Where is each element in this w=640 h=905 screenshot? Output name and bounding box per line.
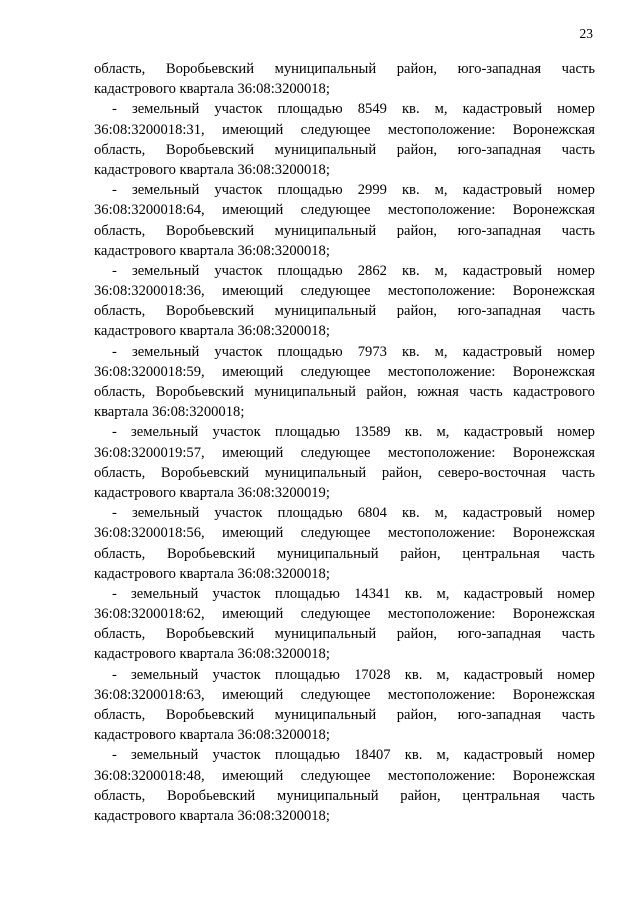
word: - bbox=[112, 262, 117, 279]
text-line bbox=[94, 766, 595, 786]
word: м, bbox=[434, 182, 448, 199]
word: площадью bbox=[274, 747, 340, 764]
word: часть bbox=[561, 464, 595, 481]
word: Воронежская bbox=[512, 363, 595, 380]
word: участок bbox=[212, 666, 261, 683]
word: Воробьевский bbox=[165, 626, 255, 643]
word: земельный bbox=[131, 262, 200, 279]
word: следующее bbox=[300, 363, 371, 380]
text-line bbox=[94, 261, 595, 281]
word: кадастровый bbox=[463, 747, 543, 764]
word: муниципальный bbox=[254, 384, 356, 400]
word: следующее bbox=[300, 767, 371, 784]
word: 36:08:3200018:62, bbox=[94, 606, 205, 623]
word: местоположение: bbox=[387, 767, 496, 784]
word: кв. bbox=[404, 424, 423, 441]
word: имеющий bbox=[221, 202, 284, 219]
word: площадью bbox=[277, 262, 343, 279]
word: муниципальный bbox=[264, 464, 367, 481]
word: Воробьевский bbox=[165, 141, 255, 158]
word: площадью bbox=[277, 101, 343, 118]
text-line bbox=[94, 221, 595, 241]
word: Воронежская bbox=[512, 686, 595, 703]
word: земельный bbox=[131, 343, 200, 360]
word: 36:08:3200019:57, bbox=[94, 444, 205, 461]
text-line bbox=[94, 624, 595, 644]
word: номер bbox=[557, 585, 595, 602]
text-line bbox=[94, 523, 595, 543]
word: часть bbox=[561, 222, 595, 239]
word: часть bbox=[561, 626, 595, 643]
word: - bbox=[112, 505, 117, 522]
text-line bbox=[94, 584, 595, 604]
word: площадью bbox=[277, 343, 343, 360]
word: участок bbox=[212, 585, 261, 602]
word: номер bbox=[557, 101, 595, 118]
word: Воронежская bbox=[512, 767, 595, 784]
word: кв. bbox=[401, 182, 420, 199]
word: район, bbox=[396, 303, 438, 320]
text-line bbox=[94, 443, 595, 463]
word: имеющий bbox=[221, 767, 284, 784]
word: 6804 bbox=[357, 505, 387, 522]
word: Воронежская bbox=[512, 121, 595, 138]
word: юго-западная bbox=[457, 707, 542, 723]
text-line: кадастрового квартала 36:08:3200018; bbox=[94, 161, 330, 178]
word: местоположение: bbox=[387, 686, 496, 703]
paragraph bbox=[94, 342, 595, 423]
paragraph bbox=[94, 503, 595, 584]
word: район, bbox=[396, 141, 438, 158]
text-line: кадастрового квартала 36:08:3200018; bbox=[94, 727, 330, 744]
word: кадастровый bbox=[463, 424, 543, 441]
text-line bbox=[94, 745, 595, 765]
word: муниципальный bbox=[274, 626, 377, 643]
word: м, bbox=[436, 424, 450, 441]
text-line bbox=[94, 786, 595, 806]
text-line: кадастрового квартала 36:08:3200019; bbox=[94, 484, 330, 501]
text-line: кадастрового квартала 36:08:3200018; bbox=[94, 807, 330, 824]
paragraph bbox=[94, 180, 595, 261]
word: район, bbox=[396, 61, 438, 77]
text-line bbox=[94, 665, 595, 685]
word: участок bbox=[214, 505, 263, 522]
word: часть bbox=[561, 545, 595, 562]
word: следующее bbox=[300, 686, 371, 703]
word: кадастровый bbox=[463, 666, 543, 683]
word: номер bbox=[557, 666, 595, 683]
word: муниципальный bbox=[274, 141, 377, 158]
word: часть bbox=[561, 141, 595, 158]
word: центральная bbox=[462, 787, 540, 804]
word: м, bbox=[436, 666, 450, 683]
word: кв. bbox=[404, 585, 423, 602]
word: кв. bbox=[401, 343, 420, 360]
word: м, bbox=[434, 262, 448, 279]
word: следующее bbox=[300, 444, 371, 461]
word: номер bbox=[557, 505, 595, 522]
word: - bbox=[112, 182, 117, 199]
paragraph bbox=[94, 665, 595, 746]
word: участок bbox=[214, 182, 263, 199]
paragraph bbox=[94, 59, 595, 99]
word: северо-восточная bbox=[437, 464, 547, 481]
text-line bbox=[94, 685, 595, 705]
word: область, bbox=[94, 545, 146, 562]
word: местоположение: bbox=[387, 202, 496, 219]
word: кадастрового bbox=[513, 384, 595, 400]
word: Воробьевский bbox=[167, 787, 256, 804]
page-number: 23 bbox=[579, 26, 593, 41]
text-line bbox=[94, 140, 595, 160]
word: район, bbox=[400, 545, 441, 562]
text-line bbox=[94, 503, 595, 523]
word: муниципальный bbox=[274, 707, 377, 723]
word: участок bbox=[214, 343, 263, 360]
word: кадастровый bbox=[462, 101, 543, 118]
word: кв. bbox=[404, 666, 423, 683]
text-line bbox=[94, 422, 595, 442]
word: номер bbox=[557, 747, 595, 764]
word: земельный bbox=[131, 747, 199, 764]
word: номер bbox=[557, 262, 595, 279]
word: следующее bbox=[300, 121, 371, 138]
word: район, bbox=[396, 707, 438, 723]
text-line: кадастрового квартала 36:08:3200018; bbox=[94, 646, 330, 663]
word: 36:08:3200018:59, bbox=[94, 363, 205, 380]
word: муниципальный bbox=[274, 303, 377, 320]
text-line bbox=[94, 281, 595, 301]
word: район, bbox=[396, 626, 438, 643]
word: земельный bbox=[131, 585, 199, 602]
word: муниципальный bbox=[276, 787, 379, 804]
word: Воробьевский bbox=[155, 384, 244, 400]
word: район, bbox=[366, 384, 407, 400]
word: муниципальный bbox=[274, 61, 377, 77]
paragraph bbox=[94, 99, 595, 180]
word: - bbox=[112, 666, 117, 683]
word: м, bbox=[434, 343, 448, 360]
text-line: квартала 36:08:3200018; bbox=[94, 404, 245, 421]
word: номер bbox=[557, 424, 595, 441]
word: - bbox=[112, 747, 117, 764]
word: местоположение: bbox=[387, 606, 496, 623]
word: Воронежская bbox=[512, 525, 595, 542]
word: номер bbox=[557, 182, 595, 199]
word: участок bbox=[214, 101, 263, 118]
word: кв. bbox=[404, 747, 423, 764]
text-line bbox=[94, 604, 595, 624]
word: 7973 bbox=[357, 343, 387, 360]
word: южная bbox=[417, 384, 459, 400]
word: область, bbox=[94, 384, 146, 400]
paragraph bbox=[94, 261, 595, 342]
word: 36:08:3200018:31, bbox=[94, 121, 205, 138]
word: часть bbox=[561, 787, 595, 804]
word: 2999 bbox=[357, 182, 387, 199]
text-line bbox=[94, 200, 595, 220]
word: - bbox=[112, 101, 117, 118]
word: часть bbox=[561, 303, 595, 320]
word: Воробьевский bbox=[165, 61, 255, 77]
word: Воробьевский bbox=[165, 222, 255, 239]
word: область, bbox=[94, 707, 146, 723]
word: 14341 bbox=[354, 585, 391, 602]
word: кв. bbox=[401, 505, 420, 522]
word: м, bbox=[434, 101, 448, 118]
word: Воробьевский bbox=[165, 303, 255, 320]
text-line bbox=[94, 301, 595, 321]
word: следующее bbox=[300, 283, 371, 300]
text-line bbox=[94, 362, 595, 382]
word: имеющий bbox=[221, 686, 284, 703]
text-line bbox=[94, 180, 595, 200]
word: площадью bbox=[274, 666, 340, 683]
word: 17028 bbox=[354, 666, 391, 683]
word: муниципальный bbox=[276, 545, 379, 562]
word: м, bbox=[434, 505, 448, 522]
text-line bbox=[94, 120, 595, 140]
word: область, bbox=[94, 464, 146, 481]
word: местоположение: bbox=[387, 444, 496, 461]
word: 18407 bbox=[354, 747, 391, 764]
word: земельный bbox=[131, 424, 199, 441]
word: 36:08:3200018:36, bbox=[94, 283, 205, 300]
word: область, bbox=[94, 303, 146, 320]
word: 2862 bbox=[357, 262, 387, 279]
text-line bbox=[94, 463, 595, 483]
word: область, bbox=[94, 787, 146, 804]
word: земельный bbox=[131, 666, 199, 683]
word: Воробьевский bbox=[167, 545, 256, 562]
word: Воронежская bbox=[512, 202, 595, 219]
word: следующее bbox=[300, 202, 371, 219]
word: имеющий bbox=[221, 121, 284, 138]
word: 8549 bbox=[357, 101, 387, 118]
word: площадью bbox=[274, 585, 340, 602]
word: юго-западная bbox=[457, 61, 542, 77]
word: имеющий bbox=[221, 283, 284, 300]
word: кв. bbox=[401, 262, 420, 279]
word: муниципальный bbox=[274, 222, 377, 239]
paragraph bbox=[94, 584, 595, 665]
word: область, bbox=[94, 61, 146, 77]
document-body bbox=[94, 59, 595, 826]
word: - bbox=[112, 343, 117, 360]
word: кадастровый bbox=[463, 585, 543, 602]
text-line: кадастрового квартала 36:08:3200018; bbox=[94, 81, 330, 98]
word: имеющий bbox=[221, 363, 284, 380]
word: площадью bbox=[277, 505, 343, 522]
word: кадастровый bbox=[462, 182, 543, 199]
paragraph bbox=[94, 745, 595, 826]
text-line: кадастрового квартала 36:08:3200018; bbox=[94, 242, 330, 259]
word: район, bbox=[400, 787, 441, 804]
word: район, bbox=[396, 222, 438, 239]
word: земельный bbox=[131, 101, 200, 118]
word: юго-западная bbox=[457, 222, 542, 239]
word: часть bbox=[469, 384, 503, 400]
text-line bbox=[94, 342, 595, 362]
word: местоположение: bbox=[387, 363, 496, 380]
word: часть bbox=[561, 707, 595, 723]
word: юго-западная bbox=[457, 141, 542, 158]
word: Воробьевский bbox=[165, 707, 255, 723]
word: Воронежская bbox=[512, 606, 595, 623]
word: имеющий bbox=[221, 525, 284, 542]
word: участок bbox=[214, 262, 263, 279]
word: номер bbox=[557, 343, 595, 360]
text-line: кадастрового квартала 36:08:3200018; bbox=[94, 323, 330, 340]
word: 36:08:3200018:48, bbox=[94, 767, 205, 784]
word: кв. bbox=[401, 101, 420, 118]
word: юго-западная bbox=[457, 303, 542, 320]
word: район, bbox=[381, 464, 423, 481]
word: площадью bbox=[277, 182, 343, 199]
text-line bbox=[94, 99, 595, 119]
word: кадастровый bbox=[462, 343, 543, 360]
text-line bbox=[94, 382, 595, 402]
word: область, bbox=[94, 141, 146, 158]
word: следующее bbox=[300, 606, 371, 623]
word: местоположение: bbox=[387, 525, 496, 542]
word: Воробьевский bbox=[160, 464, 250, 481]
word: местоположение: bbox=[387, 283, 496, 300]
word: - bbox=[112, 424, 117, 441]
word: Воронежская bbox=[512, 444, 595, 461]
word: имеющий bbox=[221, 606, 284, 623]
word: 36:08:3200018:56, bbox=[94, 525, 205, 542]
word: участок bbox=[212, 747, 261, 764]
word: имеющий bbox=[221, 444, 284, 461]
word: местоположение: bbox=[387, 121, 496, 138]
word: земельный bbox=[131, 505, 200, 522]
word: Воронежская bbox=[512, 283, 595, 300]
word: м, bbox=[436, 585, 450, 602]
word: земельный bbox=[131, 182, 200, 199]
word: юго-западная bbox=[457, 626, 542, 643]
word: часть bbox=[561, 61, 595, 77]
word: - bbox=[112, 585, 117, 602]
word: м, bbox=[436, 747, 450, 764]
text-line bbox=[94, 544, 595, 564]
word: следующее bbox=[300, 525, 371, 542]
text-line: кадастрового квартала 36:08:3200018; bbox=[94, 565, 330, 582]
word: область, bbox=[94, 626, 146, 643]
word: кадастровый bbox=[462, 505, 543, 522]
text-line bbox=[94, 705, 595, 725]
word: площадью bbox=[274, 424, 340, 441]
word: область, bbox=[94, 222, 146, 239]
word: кадастровый bbox=[462, 262, 543, 279]
word: 13589 bbox=[354, 424, 391, 441]
paragraph bbox=[94, 422, 595, 503]
text-line bbox=[94, 59, 595, 79]
word: 36:08:3200018:63, bbox=[94, 686, 205, 703]
word: центральная bbox=[462, 545, 540, 562]
word: 36:08:3200018:64, bbox=[94, 202, 205, 219]
word: участок bbox=[212, 424, 261, 441]
